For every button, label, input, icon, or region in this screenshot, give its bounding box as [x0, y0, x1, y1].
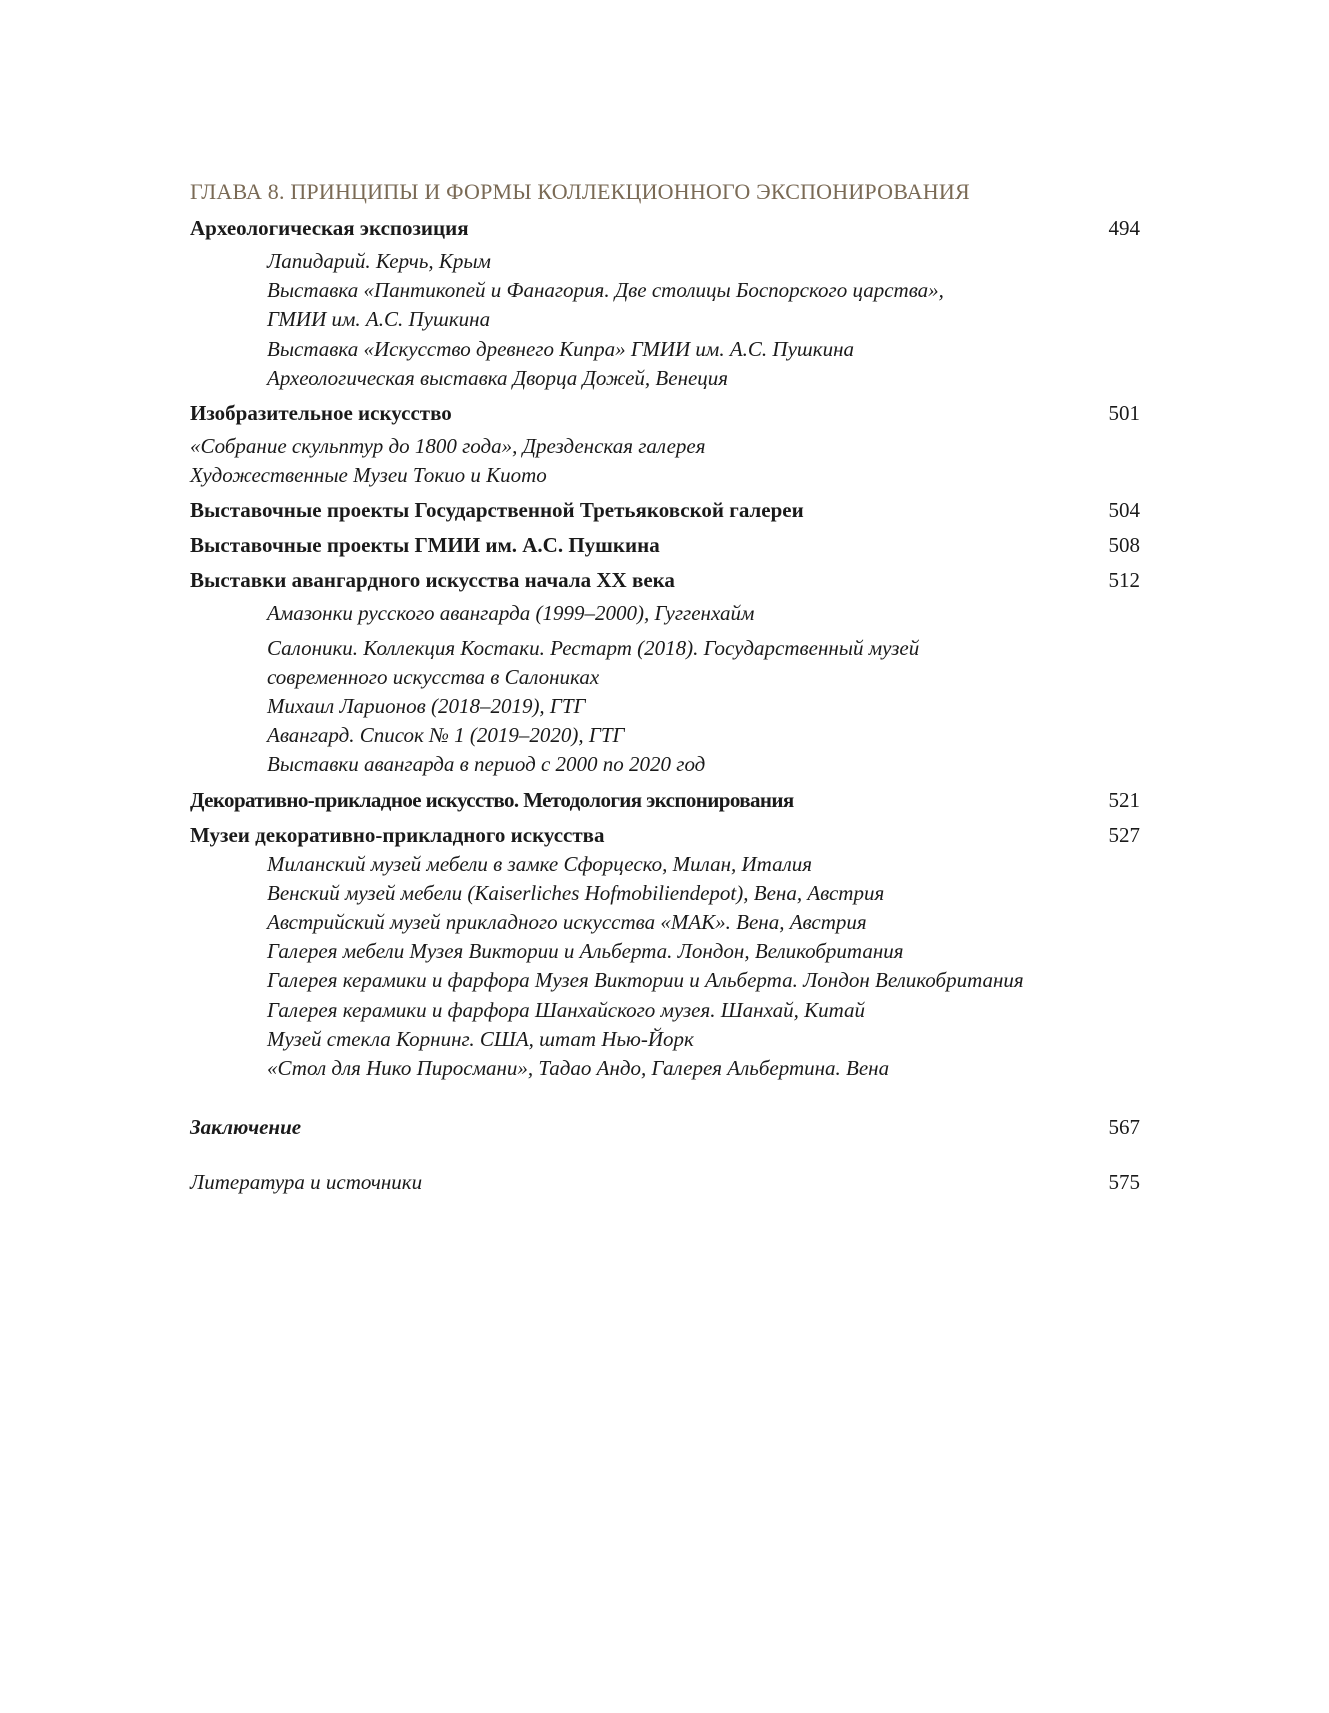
toc-entry-archaeology[interactable]: [190, 214, 1140, 243]
toc-page-number: 512: [1108, 568, 1140, 593]
toc-entry-title: Литература и источники: [190, 1170, 423, 1195]
toc-page-number: 567: [1108, 1115, 1140, 1140]
toc-entry-title: Выставочные проекты Государственной Третьяковской галереи: [190, 498, 804, 523]
toc-subentry: Михаил Ларионов (2018–2019), ГТГ: [267, 694, 586, 719]
toc-entry-literature[interactable]: [190, 1168, 1140, 1197]
toc-subentry: Галерея мебели Музея Виктории и Альберта. Лондон, Великобритания: [267, 939, 904, 964]
toc-entry-avant-garde[interactable]: [190, 566, 1140, 595]
toc-entry-title: Археологическая экспозиция: [190, 216, 469, 240]
chapter-title: ГЛАВА 8. ПРИНЦИПЫ И ФОРМЫ КОЛЛЕКЦИОННОГО ЭКСПОНИРОВАНИЯ: [190, 179, 970, 204]
toc-entry-fine-art[interactable]: [190, 399, 1140, 428]
toc-subentry: современного искусства в Салониках: [267, 664, 600, 689]
toc-subentry: ГМИИ им. А.С. Пушкина: [267, 307, 491, 332]
toc-page-number: 504: [1108, 498, 1140, 523]
toc-subentry: Миланский музей мебели в замке Сфорцеско, Милан, Италия: [267, 851, 812, 876]
toc-entry-pushkin-projects[interactable]: [190, 531, 1140, 560]
toc-subentry: Галерея керамики и фарфора Музея Виктории и Альберта. Лондон Великобритания: [267, 968, 1024, 993]
toc-page-number: 494: [1108, 216, 1140, 240]
toc-subentry: Авангард. Список № 1 (2019–2020), ГТГ: [267, 723, 625, 748]
toc-subentries: [190, 247, 1140, 393]
toc-subentry: Лапидарий. Керчь, Крым: [267, 249, 491, 273]
toc-subentry: Выставка «Искусство древнего Кипра» ГМИИ им. А.С. Пушкина: [267, 336, 854, 361]
toc-entry-conclusion[interactable]: [190, 1113, 1140, 1142]
toc-subentry: Салоники. Коллекция Костаки. Рестарт (2018). Государственный музей: [267, 635, 920, 660]
toc-entry-title: Изобразительное искусство: [190, 401, 452, 426]
toc-subentry: Австрийский музей прикладного искусства «МАК». Вена, Австрия: [267, 910, 867, 935]
toc-entry-title: Музеи декоративно-прикладного искусства: [190, 822, 605, 847]
toc-subentries: [190, 599, 1140, 779]
toc-subentry: Музей стекла Корнинг. США, штат Нью-Йорк: [267, 1026, 694, 1051]
toc-subentry: Галерея керамики и фарфора Шанхайского музея. Шанхай, Китай: [267, 997, 865, 1022]
toc-page-number: 575: [1108, 1170, 1140, 1195]
toc-page-number: 501: [1108, 401, 1140, 426]
toc-entry-tretyakov-projects[interactable]: [190, 496, 1140, 525]
toc-subentry: «Собрание скульптур до 1800 года», Дрезденская галерея: [190, 434, 706, 459]
toc-subentry: Амазонки русского авангарда (1999–2000), Гуггенхайм: [267, 601, 755, 626]
toc-page: [190, 178, 1140, 1197]
toc-entry-decorative-museums[interactable]: [190, 821, 1140, 850]
toc-entry-title: Выставки авангардного искусства начала XX века: [190, 568, 675, 593]
toc-entry-title: Заключение: [190, 1115, 302, 1140]
toc-subentry: Выставка «Пантикопей и Фанагория. Две столицы Боспорского царства»,: [267, 278, 944, 303]
toc-entry-title: Выставочные проекты ГМИИ им. А.С. Пушкина: [190, 533, 660, 558]
toc-subentry: Художественные Музеи Токио и Киото: [190, 463, 547, 488]
toc-subentry: «Стол для Нико Пиросмани», Тадао Андо, Галерея Альбертина. Вена: [267, 1056, 890, 1081]
toc-subentry: Выставки авангарда в период с 2000 по 2020 год: [267, 752, 706, 777]
toc-subentries: [190, 850, 1140, 1084]
toc-subentry: Венский музей мебели (Kaiserliches Hofmobiliendepot), Вена, Австрия: [267, 880, 885, 905]
toc-entry-decorative-methodology[interactable]: [190, 786, 1140, 815]
toc-page-number: 527: [1108, 822, 1140, 847]
toc-page-number: 508: [1108, 533, 1140, 558]
toc-entry-title: Декоративно-прикладное искусство. Методология экспонирования: [190, 787, 794, 812]
toc-page-number: 521: [1108, 787, 1140, 812]
toc-subentries: [190, 432, 1140, 490]
toc-subentry: Археологическая выставка Дворца Дожей, Венеция: [267, 365, 729, 390]
